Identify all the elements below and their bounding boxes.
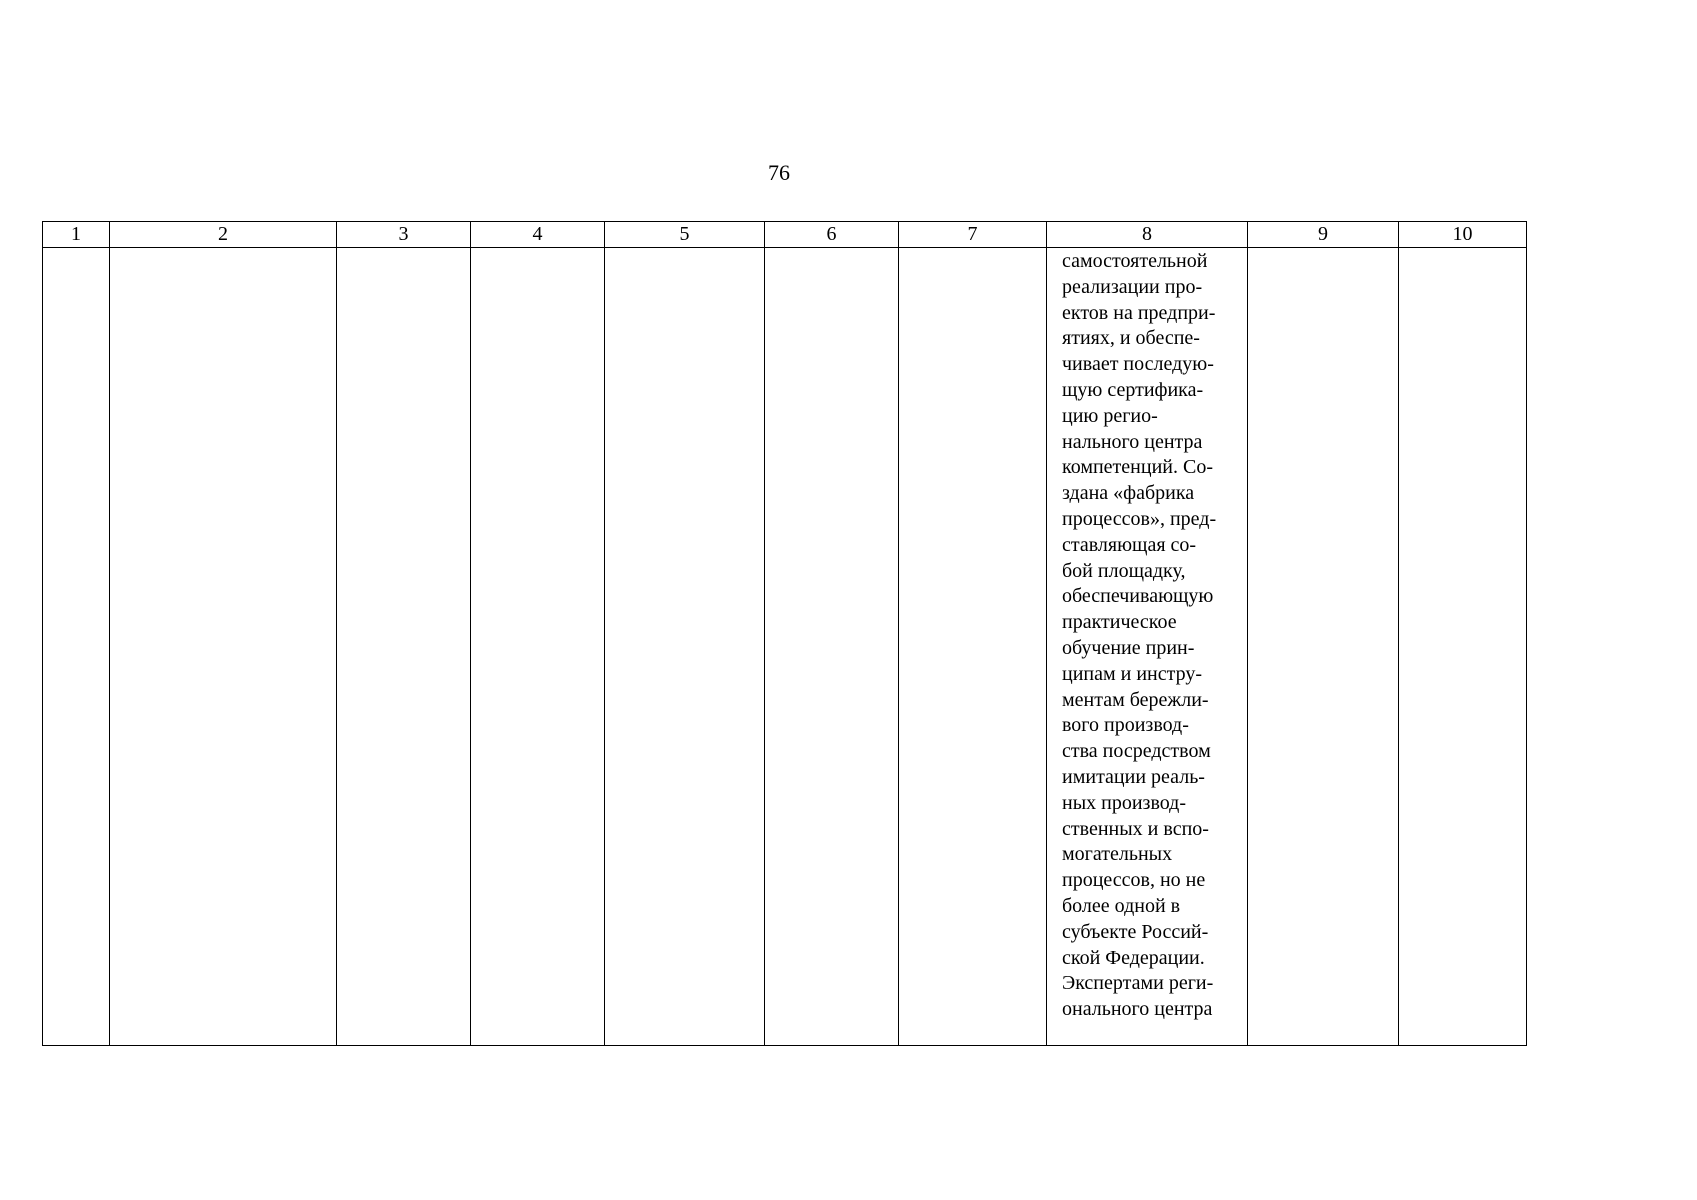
table-cell-col5 [605,248,765,1046]
table-cell-col3 [337,248,471,1046]
text-line: Экспертами реги- [1062,972,1214,995]
cell-text-block [1047,248,1247,1023]
table-cell-col2 [110,248,337,1046]
text-line: ставляющая со- [1062,533,1197,556]
text-line: онального центра [1062,998,1213,1021]
column-header-9: 9 [1248,222,1399,248]
table-cell-col4 [471,248,605,1046]
table-row [43,248,1527,1046]
text-line: вого производ- [1062,714,1189,737]
text-line: самостоятельной [1062,250,1208,272]
table-cell-col1 [43,248,110,1046]
text-line: могательных [1062,843,1173,866]
text-line: ципам и инстру- [1062,662,1203,685]
table-cell-col6 [765,248,899,1046]
text-line: цию регио- [1062,404,1158,427]
text-line: имитации реаль- [1062,765,1205,788]
text-line: субъекте Россий- [1062,920,1209,943]
text-line: процессов, но не [1062,869,1206,892]
text-line: обучение прин- [1062,636,1195,659]
column-header-5: 5 [605,222,765,248]
text-line: реализации про- [1062,275,1203,298]
text-line: компетенций. Со- [1062,456,1213,479]
text-line: ской Федерации. [1062,946,1205,969]
text-line: бой площадку, [1062,559,1186,582]
text-line: обеспечивающую [1062,585,1214,608]
column-header-10: 10 [1399,222,1527,248]
header-row [43,222,1527,248]
column-header-4: 4 [471,222,605,248]
text-line: практическое [1062,611,1177,634]
table-cell-col10 [1399,248,1527,1046]
column-header-3: 3 [337,222,471,248]
table-cell-col7 [899,248,1047,1046]
text-line: более одной в [1062,894,1181,917]
text-line: ственных и вспо- [1062,817,1209,840]
text-line: ных производ- [1062,791,1187,814]
column-header-1: 1 [43,222,110,248]
text-line: щую сертифика- [1062,378,1204,401]
text-line: здана «фабрика [1062,482,1195,505]
table-cell-col8 [1047,248,1248,1046]
page-number: 76 [768,160,790,185]
text-line: ектов на предпри- [1062,301,1216,324]
text-line: процессов», пред- [1062,507,1217,530]
text-line: нального центра [1062,430,1203,453]
table-cell-col9 [1248,248,1399,1046]
text-line: ментам бережли- [1062,688,1209,711]
column-header-7: 7 [899,222,1047,248]
text-line: ятиях, и обеспе- [1062,327,1200,350]
column-header-2: 2 [110,222,337,248]
column-header-6: 6 [765,222,899,248]
column-header-8: 8 [1047,222,1248,248]
text-line: чивает последую- [1062,353,1214,376]
data-table [42,221,1527,1046]
text-line: ства посредством [1062,740,1211,763]
